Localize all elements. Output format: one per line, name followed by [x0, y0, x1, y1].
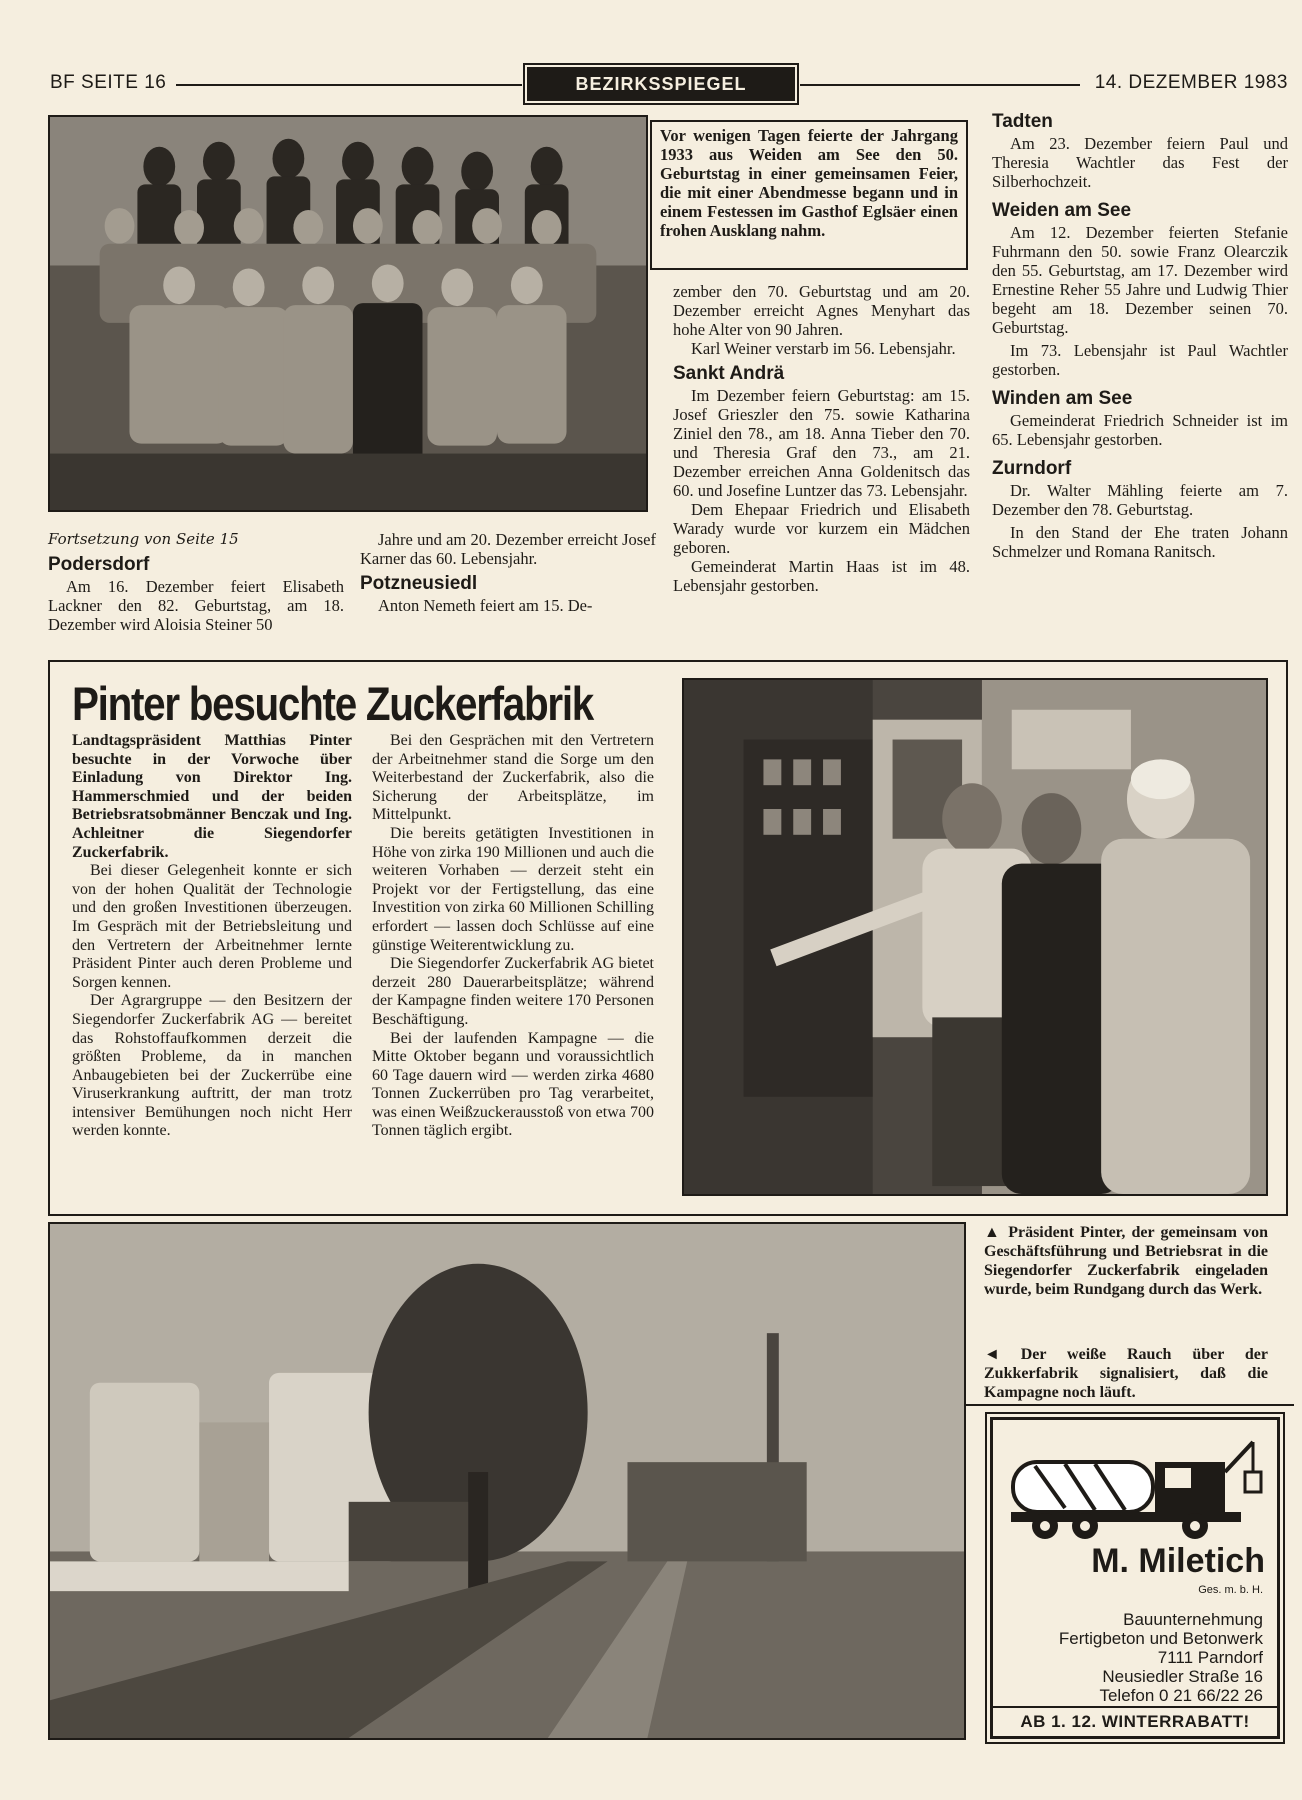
- photo-caption-box: Vor wenigen Tagen feierte der Jahrgang 1933 aus Weiden am See den 50. Geburtstag in einer gemeinsamen Feier, die mit einer Abendmesse begann und in einem Festessen im Gasthof Eglsäer einen frohen Ausklang nahm.: [650, 120, 968, 270]
- heading-zurndorf: Zurndorf: [992, 458, 1072, 479]
- text-podersdorf: Am 16. Dezember feiert Elisabeth Lackner den 82. Geburtstag, am 18. Dezember wird Aloisia Steiner 50: [48, 577, 344, 634]
- ad-company-form: Ges. m. b. H.: [1198, 1584, 1263, 1596]
- heading-winden: Winden am See: [992, 388, 1133, 409]
- ad-miletich: [990, 1417, 1280, 1739]
- header-rule-left: [176, 84, 522, 86]
- article-column-1: [72, 732, 352, 1141]
- header-rule-right: [800, 84, 1080, 86]
- column-potzneusiedl: [360, 530, 656, 615]
- ad-company-name: M. Miletich: [1091, 1542, 1265, 1580]
- caption-factory: ◄ Der weiße Rauch über der Zukkerfabrik signalisiert, daß die Kampagne noch läuft.: [984, 1346, 1268, 1401]
- heading-potzneusiedl: Potzneusiedl: [360, 573, 478, 594]
- caption-divider: [964, 1404, 1294, 1406]
- article-paragraph-2: Der Agrargruppe — den Besitzern der Siegendorfer Zuckerfabrik AG — bereitet das Rohstoffaufkommen derzeit die größten Probleme, da in manchen Anbaugebieten bei der Zuckerrübe eine Viruserkrankung auftritt, der man trotz intensiver Bemühungen noch nicht Herr werden konnte.: [72, 992, 352, 1140]
- text-zurndorf-2: In den Stand der Ehe traten Johann Schmelzer und Romana Ranitsch.: [992, 523, 1288, 561]
- text-karl-weiner: Karl Weiner verstarb im 56. Lebensjahr.: [691, 339, 956, 358]
- text-tadten: Am 23. Dezember feiern Paul und Theresia Wachtler das Fest der Silberhochzeit.: [992, 134, 1288, 191]
- text-podersdorf-continued: Jahre und am 20. Dezember erreicht Josef Karner das 60. Lebensjahr.: [360, 530, 656, 568]
- ad-line-4: Neusiedler Straße 16: [1102, 1667, 1263, 1686]
- heading-sankt-andrae: Sankt Andrä: [673, 363, 785, 384]
- control-room-image: [684, 680, 1266, 1194]
- article-paragraph-3: Bei den Gesprächen mit den Vertretern der Arbeitnehmer stand die Sorge um den Weiterbestand der Zuckerfabrik, also die Sicherung der Arbeitsplätze, im Mittelpunkt.: [372, 732, 654, 824]
- article-column-2: [372, 732, 654, 1141]
- ad-line-3: 7111 Parndorf: [1157, 1648, 1263, 1667]
- text-sankt-andrae-3: Gemeinderat Martin Haas ist im 48. Lebensjahr gestorben.: [673, 557, 970, 595]
- column-sankt-andrae: [673, 282, 970, 595]
- article-paragraph-5: Die Siegendorfer Zuckerfabrik AG bietet derzeit 280 Dauerarbeitsplätze; während der Kampagne finden weitere 170 Personen Beschäftigung.: [372, 955, 654, 1028]
- heading-weiden: Weiden am See: [992, 200, 1132, 221]
- ad-line-5: Telefon 0 21 66/22 26: [1099, 1686, 1263, 1705]
- issue-date: 14. DEZEMBER 1983: [1094, 72, 1288, 93]
- text-zurndorf-1: Dr. Walter Mähling feierte am 7. Dezember den 78. Geburtstag.: [992, 481, 1288, 519]
- group-photo-image: [50, 117, 646, 510]
- caption-control-room: ▲ Präsident Pinter, der gemeinsam von Geschäftsführung und Betriebsrat in die Siegendorfer Zuckerfabrik eingeladen wurde, beim Rundgang durch das Werk.: [984, 1224, 1268, 1298]
- article-headline: Pinter besuchte Zuckerfabrik: [72, 677, 593, 730]
- article-paragraph-4: Die bereits getätigten Investitionen in Höhe von zirka 190 Millionen und auch die weiteren Vorhaben — derzeit steht ein Projekt vor der Fertigstellung, das eine Investition von zirka 60 Millionen Schilling erfordert — lassen doch Schlüsse auf eine günstige Weiterentwicklung zu.: [372, 824, 654, 954]
- article-lead: Landtagspräsident Matthias Pinter besuchte in der Vorwoche über Einladung von Direktor Ing. Hammerschmied und der beiden Betriebsratsobmänner Benczak und Ing. Achleitner die Siegendorfer Zuckerfabrik.: [72, 732, 352, 861]
- heading-podersdorf: Podersdorf: [48, 554, 150, 575]
- concrete-mixer-truck-icon: [1005, 1432, 1267, 1542]
- ad-line-2: Fertigbeton und Betonwerk: [1058, 1629, 1263, 1648]
- control-room-photo: [682, 678, 1268, 1196]
- column-right: [992, 110, 1288, 561]
- text-weiden-2: Im 73. Lebensjahr ist Paul Wachtler gestorben.: [992, 341, 1288, 379]
- ad-offer: AB 1. 12. WINTERRABATT!: [1020, 1712, 1250, 1731]
- ad-line-1: Bauunternehmung: [1123, 1610, 1263, 1629]
- column-podersdorf: [48, 530, 344, 634]
- ad-address-block: [1003, 1610, 1263, 1705]
- ad-divider: [993, 1706, 1277, 1708]
- section-title: BEZIRKSSPIEGEL: [527, 67, 795, 101]
- group-photo: [48, 115, 648, 512]
- continued-note: Fortsetzung von Seite 15: [48, 530, 239, 548]
- text-potzneusiedl: Anton Nemeth feiert am 15. De-: [378, 596, 593, 615]
- text-sankt-andrae-1: Im Dezember feiern Geburtstag: am 15. Josef Grieszler den 75. sowie Katharina Ziniel den 78., am 18. Anna Tieber den 70. und Theresia Graf den 73., am 21. Dezember erreichen Anna Goldenitsch das 60. und Josefine Luntzer das 73. Lebensjahr.: [673, 386, 970, 500]
- article-paragraph-1: Bei dieser Gelegenheit konnte er sich von der hohen Qualität der Technologie und den großen Investitionen überzeugen. Im Gespräch mit der Betriebsleitung und den Vertretern der Arbeitnehmer lernte Präsident Pinter auch deren Probleme und Sorgen kennen.: [72, 862, 352, 991]
- heading-tadten: Tadten: [992, 111, 1053, 132]
- text-sankt-andrae-2: Dem Ehepaar Friedrich und Elisabeth Warady wurde vor kurzem ein Mädchen geboren.: [673, 500, 970, 557]
- page-number: BF SEITE 16: [50, 72, 167, 93]
- factory-landscape-photo: [48, 1222, 966, 1740]
- text-winden: Gemeinderat Friedrich Schneider ist im 65. Lebensjahr gestorben.: [992, 411, 1288, 449]
- factory-landscape-image: [50, 1224, 964, 1738]
- text-potzneusiedl-continued: zember den 70. Geburtstag und am 20. Dezember erreicht Agnes Menyhart das hohe Alter von 90 Jahren.: [673, 282, 970, 339]
- text-weiden-1: Am 12. Dezember feierten Stefanie Fuhrmann den 50. sowie Franz Olearczik den 55. Geburtstag, am 17. Dezember wird Ernestine Reher 55 Jahre und Ludwig Thier begeht am 18. Dezember seinen 70. Geburtstag.: [992, 223, 1288, 337]
- article-paragraph-6: Bei der laufenden Kampagne — die Mitte Oktober begann und voraussichtlich 60 Tage dauern wird — werden zirka 4680 Tonnen Zuckerrüben pro Tag verarbeitet, was einen Weißzuckerausstoß von etwa 700 Tonnen täglich ergibt.: [372, 1029, 654, 1140]
